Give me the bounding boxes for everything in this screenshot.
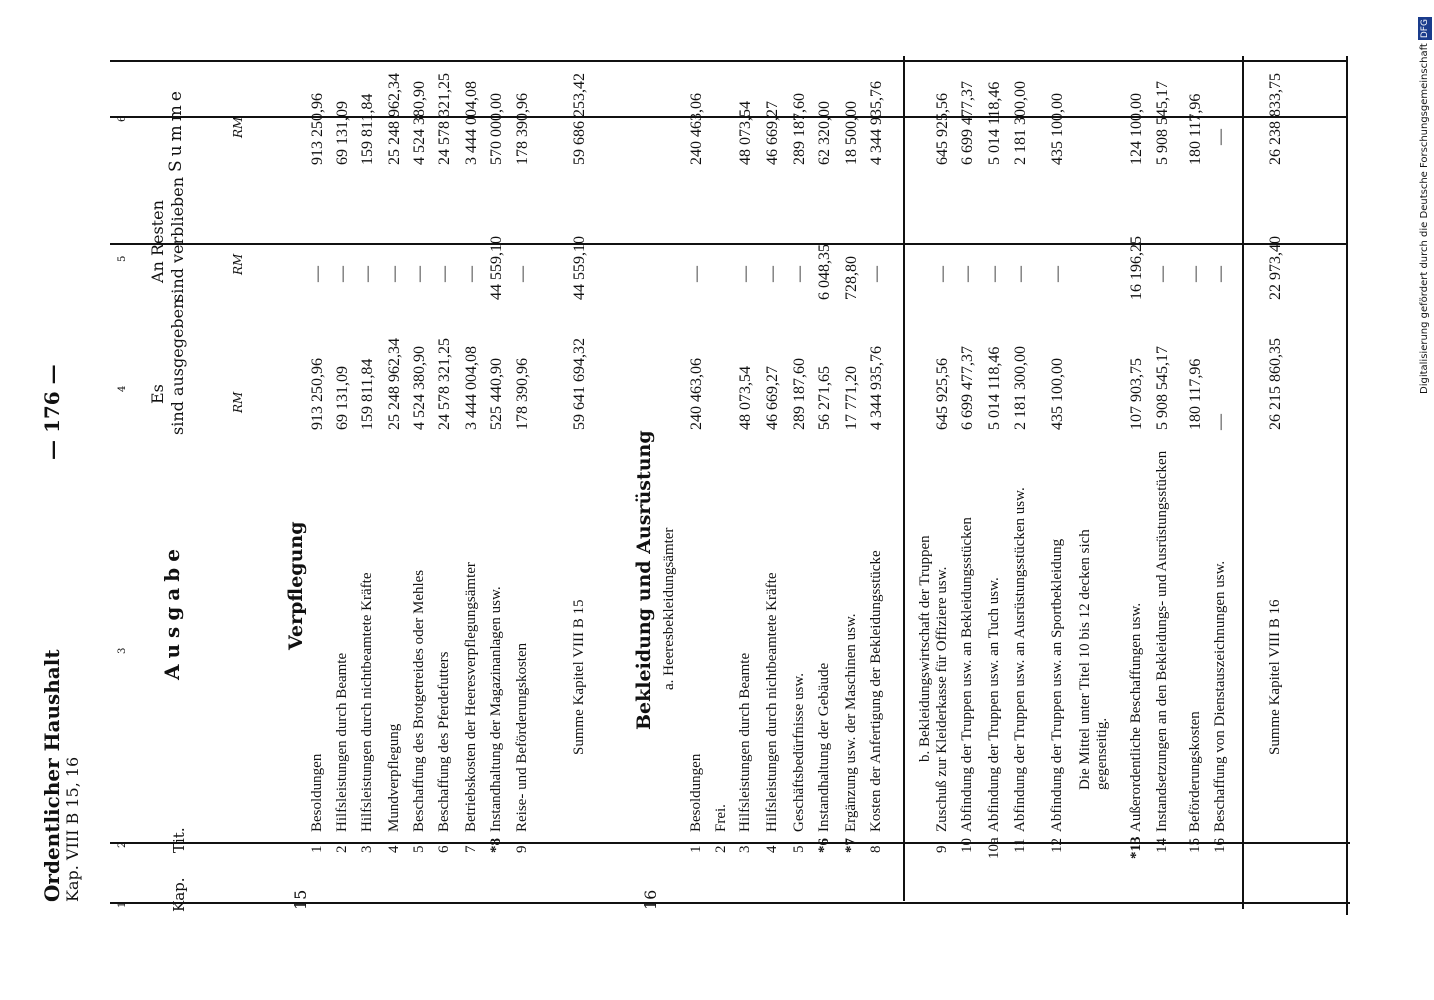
row-amount-reste: — <box>359 266 376 282</box>
row-amount-reste: — <box>737 266 754 282</box>
row-amount-ausgegeben: 3 444 004,08 <box>463 346 480 430</box>
row-tit: 4 <box>386 845 402 853</box>
row-amount-summe: 3 444 004,08 <box>463 81 480 165</box>
row-tit: *13 <box>1128 836 1144 859</box>
row-amount-ausgegeben: 525 440,90 <box>488 358 505 430</box>
row-label: Besoldungen <box>688 753 704 832</box>
row-amount-summe: 570 000,00 <box>488 93 505 165</box>
row-tit: *6 <box>816 838 832 853</box>
section-verpflegung: Verpflegung <box>285 521 307 650</box>
row-tit: 5 <box>791 845 807 853</box>
row-label: Mundverpflegung <box>386 723 402 832</box>
row-amount-ausgegeben: 59 641 694,32 <box>571 338 588 430</box>
row-amount-ausgegeben: 69 131,09 <box>334 366 351 430</box>
page-number: — 176 — <box>40 364 64 460</box>
subsection-b: b. Bekleidungswirtschaft der Truppen <box>917 535 933 762</box>
row-tit: 2 <box>334 845 350 853</box>
row-label: Zuschuß zur Kleiderkasse für Offiziere usw. <box>934 566 950 832</box>
row-tit: 16 <box>1212 838 1228 853</box>
row-amount-summe: 180 117,96 <box>1187 93 1204 165</box>
row-tit: 4 <box>764 845 780 853</box>
row-amount-summe: 2 181 300,00 <box>1012 81 1029 165</box>
row-tit: 7 <box>463 845 479 853</box>
row-label: Instandhaltung der Gebäude <box>816 662 832 832</box>
row-amount-summe: 6 699 477,37 <box>959 81 976 165</box>
row-amount-reste: — <box>1049 266 1066 282</box>
row-amount-reste: 44 559,10 <box>571 236 588 300</box>
page-title: Ordentlicher Haushalt <box>40 649 64 902</box>
row-amount-summe: 159 811,84 <box>359 93 376 165</box>
row-amount-ausgegeben: 107 903,75 <box>1128 358 1145 430</box>
row-amount-reste: — <box>463 266 480 282</box>
row-label: Instandsetzungen an den Bekleidungs- und Ausrüstungsstücken <box>1154 450 1170 832</box>
col-number-5: 5 <box>117 255 128 262</box>
row-amount-ausgegeben: 5 908 545,17 <box>1154 346 1171 430</box>
row-tit: 14 <box>1154 838 1170 853</box>
row-amount-ausgegeben: 56 271,65 <box>816 366 833 430</box>
row-amount-summe: 178 390,96 <box>514 93 531 165</box>
row-amount-summe: 124 100,00 <box>1128 93 1145 165</box>
row-amount-summe: 18 500,00 <box>843 101 860 165</box>
kap-number-15: 15 <box>291 889 310 910</box>
row-amount-ausgegeben: 24 578 321,25 <box>436 338 453 430</box>
col-number-3: 3 <box>117 647 128 654</box>
row-label: Abfindung der Truppen usw. an Sportbekleidung <box>1049 538 1065 832</box>
row-amount-summe: 24 578 321,25 <box>436 73 453 165</box>
row-tit: 10a <box>986 837 1002 859</box>
summary-label: Summe Kapitel VIII B 16 <box>1267 599 1283 755</box>
row-label: Die Mittel unter Titel 10 bis 12 decken sich gegenseitig. <box>1077 529 1110 790</box>
row-amount-summe: 289 187,60 <box>791 93 808 165</box>
row-label: Instandhaltung der Magazinanlagen usw. <box>488 586 504 832</box>
row-amount-reste: 22 973,40 <box>1267 236 1284 300</box>
row-amount-reste: — <box>1212 266 1229 282</box>
row-label: Ergänzung usw. der Maschinen usw. <box>843 613 859 832</box>
row-label: Beschaffung des Pferdefutters <box>436 651 452 832</box>
row-amount-summe: 240 463,06 <box>688 93 705 165</box>
row-amount-ausgegeben: 180 117,96 <box>1187 358 1204 430</box>
row-label: Hilfsleistungen durch nichtbeamtete Kräfte <box>764 572 780 832</box>
row-label: Betriebskosten der Heeresverpflegungsämter <box>463 562 479 832</box>
row-amount-ausgegeben: 645 925,56 <box>934 358 951 430</box>
subsection-a: a. Heeresbekleidungsämter <box>661 527 677 690</box>
row-tit: 10 <box>959 838 975 853</box>
dfg-notice: Digitalisierung gefördert durch die Deutsche Forschungsgemeinschaft <box>1419 43 1430 394</box>
col-number-4: 4 <box>117 385 128 392</box>
row-amount-ausgegeben: 2 181 300,00 <box>1012 346 1029 430</box>
row-amount-ausgegeben: 4 524 380,90 <box>411 346 428 430</box>
row-amount-summe: — <box>1212 129 1229 145</box>
row-label: Abfindung der Truppen usw. an Tuch usw. <box>986 577 1002 832</box>
row-label: Reise- und Beförderungskosten <box>514 642 530 832</box>
row-label: Besoldungen <box>309 753 325 832</box>
row-amount-summe: 59 686 253,42 <box>571 73 588 165</box>
header-ausgegeben-1: Es <box>148 384 167 404</box>
row-amount-reste: — <box>1154 266 1171 282</box>
row-tit: 3 <box>737 845 753 853</box>
row-amount-ausgegeben: 913 250,96 <box>309 358 326 430</box>
kap-reference: Kap. VIII B 15, 16 <box>63 756 82 902</box>
row-amount-reste: 16 196,25 <box>1128 236 1145 300</box>
header-summe: Summe <box>166 87 186 172</box>
row-amount-reste: — <box>334 266 351 282</box>
row-label: Hilfsleistungen durch Beamte <box>334 652 350 832</box>
row-amount-ausgegeben: 46 669,27 <box>764 366 781 430</box>
row-tit: 9 <box>514 845 530 853</box>
row-tit: 11 <box>1012 838 1028 853</box>
row-amount-ausgegeben: 48 073,54 <box>737 366 754 430</box>
row-label: Hilfsleistungen durch Beamte <box>737 652 753 832</box>
row-amount-summe: 62 320,00 <box>816 101 833 165</box>
row-tit: *8 <box>488 838 504 853</box>
row-amount-reste: 6 048,35 <box>816 244 833 300</box>
row-amount-reste: — <box>1187 266 1204 282</box>
table-rule-line <box>110 243 1348 245</box>
header-ausgabe: Ausgabe <box>160 543 184 680</box>
row-amount-reste: — <box>934 266 951 282</box>
row-amount-reste: 44 559,10 <box>488 236 505 300</box>
unit-label: RM <box>231 116 245 138</box>
row-label: Abfindung der Truppen usw. an Bekleidungsstücken <box>959 517 975 832</box>
row-label: Abfindung der Truppen usw. an Ausrüstungsstücken usw. <box>1012 487 1028 832</box>
row-tit: 1 <box>688 845 704 853</box>
row-tit: 6 <box>436 845 452 853</box>
col-number-1: 1 <box>117 901 128 908</box>
dfg-sidebar <box>1418 6 1432 394</box>
row-amount-summe: 48 073,54 <box>737 101 754 165</box>
row-tit: 1 <box>309 845 325 853</box>
header-tit: Tit. <box>170 827 188 853</box>
row-amount-ausgegeben: 435 100,00 <box>1049 358 1066 430</box>
col-number-6: 6 <box>117 115 128 122</box>
row-amount-summe: 645 925,56 <box>934 93 951 165</box>
row-label: Frei. <box>713 804 729 832</box>
row-label: Geschäftsbedürfnisse usw. <box>791 673 807 832</box>
kap-number-16: 16 <box>641 889 660 910</box>
row-label: Hilfsleistungen durch nichtbeamtete Kräfte <box>359 572 375 832</box>
row-amount-summe: 435 100,00 <box>1049 93 1066 165</box>
row-amount-reste: — <box>309 266 326 282</box>
row-tit: *7 <box>843 838 859 853</box>
row-amount-summe: 26 238 833,75 <box>1267 73 1284 165</box>
row-amount-ausgegeben: 240 463,06 <box>688 358 705 430</box>
row-amount-summe: 69 131,09 <box>334 101 351 165</box>
row-amount-reste: — <box>514 266 531 282</box>
row-amount-ausgegeben: 159 811,84 <box>359 358 376 430</box>
unit-label: RM <box>231 253 245 275</box>
row-amount-summe: 913 250,96 <box>309 93 326 165</box>
table-rule-line <box>1242 56 1244 909</box>
row-amount-ausgegeben: — <box>1212 414 1229 430</box>
summary-label: Summe Kapitel VIII B 15 <box>571 599 587 755</box>
row-amount-summe: 5 908 545,17 <box>1154 81 1171 165</box>
row-tit: 12 <box>1049 838 1065 853</box>
row-label: Beschaffung des Brotgetreides oder Mehles <box>411 569 427 832</box>
row-amount-summe: 46 669,27 <box>764 101 781 165</box>
row-amount-reste: — <box>868 266 885 282</box>
row-amount-summe: 4 344 935,76 <box>868 81 885 165</box>
unit-label: RM <box>231 391 245 413</box>
header-ausgegeben-2: sind ausgegeben <box>168 298 187 435</box>
row-label: Beschaffung von Dienstauszeichnungen usw. <box>1212 560 1228 832</box>
row-tit: 8 <box>868 845 884 853</box>
table-rule-line <box>110 60 1346 62</box>
row-amount-reste: — <box>959 266 976 282</box>
row-tit: 5 <box>411 845 427 853</box>
row-amount-reste: — <box>688 266 705 282</box>
row-amount-ausgegeben: 17 771,20 <box>843 366 860 430</box>
row-amount-reste: — <box>386 266 403 282</box>
row-tit: 15 <box>1187 838 1203 853</box>
row-tit: 3 <box>359 845 375 853</box>
table-rule-line <box>1346 56 1348 915</box>
row-amount-reste: — <box>411 266 428 282</box>
row-amount-ausgegeben: 289 187,60 <box>791 358 808 430</box>
row-amount-reste: — <box>986 266 1003 282</box>
row-amount-reste: — <box>436 266 453 282</box>
row-amount-ausgegeben: 5 014 118,46 <box>986 346 1003 430</box>
header-reste-2: sind verblieben <box>168 176 187 302</box>
section-bekleidung: Bekleidung und Ausrüstung <box>633 430 655 730</box>
row-amount-ausgegeben: 6 699 477,37 <box>959 346 976 430</box>
row-amount-summe: 5 014 118,46 <box>986 81 1003 165</box>
header-kap: Kap. <box>170 877 188 912</box>
row-amount-summe: 25 248 962,34 <box>386 73 403 165</box>
row-amount-reste: — <box>764 266 781 282</box>
row-amount-summe: 4 524 380,90 <box>411 81 428 165</box>
row-label: Außerordentliche Beschaffungen usw. <box>1128 602 1144 832</box>
row-amount-ausgegeben: 4 344 935,76 <box>868 346 885 430</box>
row-amount-reste: — <box>791 266 808 282</box>
row-amount-ausgegeben: 178 390,96 <box>514 358 531 430</box>
table-rule-line <box>903 56 905 901</box>
col-number-2: 2 <box>117 841 128 848</box>
row-label: Beförderungskosten <box>1187 711 1203 832</box>
row-amount-ausgegeben: 26 215 860,35 <box>1267 338 1284 430</box>
row-tit: 9 <box>934 845 950 853</box>
row-amount-ausgegeben: 25 248 962,34 <box>386 338 403 430</box>
row-amount-reste: 728,80 <box>843 256 860 300</box>
row-tit: 2 <box>713 845 729 853</box>
row-amount-reste: — <box>1012 266 1029 282</box>
header-reste-1: An Resten <box>148 200 167 283</box>
row-label: Kosten der Anfertigung der Bekleidungsstücke <box>868 550 884 832</box>
dfg-logo: DFG <box>1420 19 1430 39</box>
